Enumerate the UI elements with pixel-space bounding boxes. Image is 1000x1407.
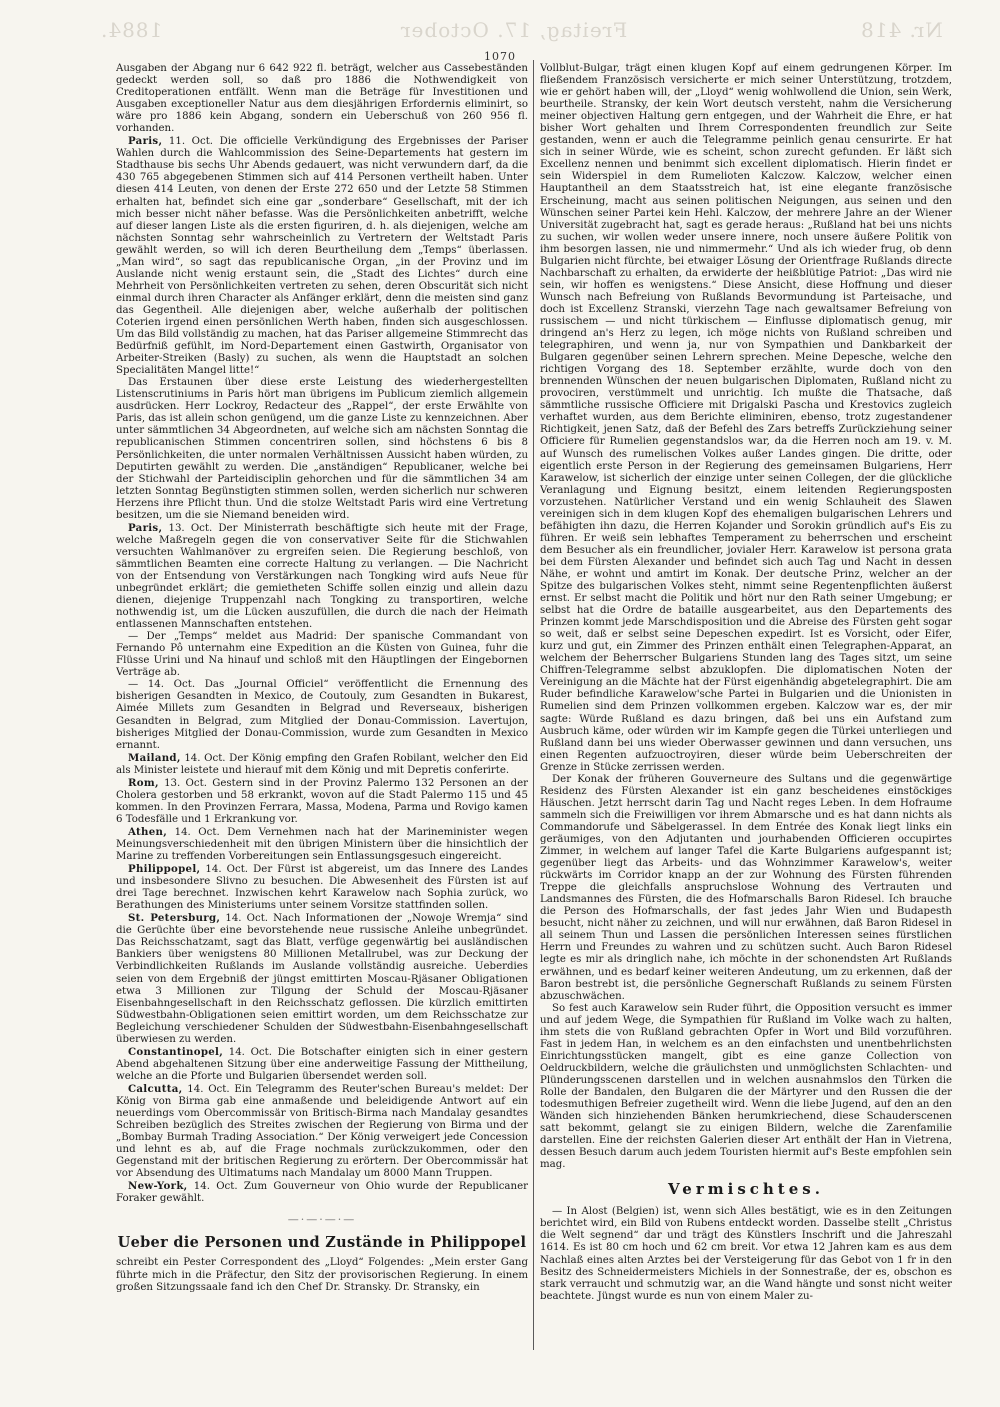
dateline-place: Constantinopel, xyxy=(128,1045,224,1058)
news-item xyxy=(116,912,528,1046)
news-text: Der König empfing den Grafen Robilant, welcher den Eid als Minister leistete und hierauf mit dem König und mit Depretis conferirte. xyxy=(116,752,528,776)
dateline-place: St. Petersburg, xyxy=(128,912,221,925)
dateline-date: 13. Oct. xyxy=(162,522,213,534)
article-headline: Ueber die Personen und Zustände in Philippopel xyxy=(117,1234,527,1252)
misc-paragraph: — In Alost (Belgien) ist, wenn sich Alles bestätigt, wie es in den Zeitungen berichtet wird, ein Bild von Rubens entdeckt worden. Dasselbe stellt „Christus die Welt segnend“ dar und trägt des Künstlers Inschrift und die Jahreszahl 1614. Es ist 80 cm hoch und 62 cm breit. Vor etwa 12 Jahren kam es aus dem Nachlaß eines alten Arztes bei der Versteigerung für das Gebot von 1 fr in den Besitz des Schneidermeisters Michiels in der Sonnestraße, der es, obschon es stark verraucht und schmutzig war, an die Wand hängte und sonst nicht weiter beachtete. Jüngst wurde es nun von einem Maler zu- xyxy=(540,1206,952,1302)
left-column xyxy=(116,63,528,1363)
news-item xyxy=(116,826,528,863)
news-item xyxy=(116,1180,528,1205)
news-text: Die officielle Verkündigung des Ergebnisses der Pariser Wahlen durch die Wahlcommission des Seine-Departements hat gestern im Stadthause bis sechs Uhr Abends gedauert, was nicht verwundern darf, da die 430 765 abgegebenen Stimmen sich auf 414 Personen vertheilt haben. Unter diesen 414 Leuten, von denen der Erste 272 650 und der Letzte 58 Stimmen erhalten hat, befindet sich eine gar „sonderbare“ Gesellschaft, mit der ich mich besser nicht näher befasse. Was die Persönlichkeiten anbetrifft, welche auf dieser langen Liste als die ersten figuriren, d. h. als diejenigen, welche am nächsten Sonntag sehr wahrscheinlich zu Vertretern der Weltstadt Paris gewählt werden, so will ich deren Beurtheilung dem „Temps“ überlassen. „Man wird“, so sagt das republicanische Organ, „in der Provinz und im Auslande nicht wenig erstaunt sein, die „Stadt des Lichtes“ durch eine Mehrheit von Persönlichkeiten vertreten zu sehen, deren Obscurität sich nicht einmal durch ihren Character als Anfänger erklärt, denn die meisten sind ganz das Gegentheil. Alle diejenigen aber, welche außerhalb der politischen Coterien irgend einen persönlichen Werth haben, finden sich ausgeschlossen. Um das Bild vollständig zu machen, hat das Pariser allgemeine Stimmrecht das Bedürfniß gefühlt, im Nord-Departement einen Gastwirth, Organisator von Arbeiter-Streiken (Basly) zu suchen, als wenn die Hauptstadt an solchen Specialitäten Mangel litte!“ xyxy=(116,136,528,377)
news-item xyxy=(116,679,528,751)
news-item xyxy=(116,1046,528,1083)
article-paragraph: schreibt ein Pester Correspondent des „Lloyd“ Folgendes: „Mein erster Gang führte mich in die Präfectur, den Sitz der provisorischen Regierung. In einem großen Sitzungssaale fand ich den Chef Dr. Stransky. Dr. Stransky, ein xyxy=(116,1257,528,1293)
news-item xyxy=(116,777,528,826)
separator-ornament: —·—·—·— xyxy=(287,1213,357,1227)
dateline-date: 14. Oct. xyxy=(167,826,220,838)
dateline-place: Paris, xyxy=(128,521,163,534)
dateline-date: 14. Oct. xyxy=(223,1046,272,1058)
news-text: — 14. Oct. Das „Journal Officiel“ veröffentlicht die Ernennung des bisherigen Gesandten in Mexico, de Coutouly, zum Gesandten in Bukarest, Aimée Millets zum Gesandten in Belgrad und Reverseaux, bisherigen Gesandten in Belgrad, zum Mitglied der Donau-Commission. Lavertujon, bisheriges Mitglied der Donau-Commission, wurde zum Gesandten in Mexico ernannt. xyxy=(116,679,528,751)
article-paragraph: Der Konak der früheren Gouverneure des Sultans und die gegenwärtige Residenz des Fürsten Alexander ist ein ganz bescheidenes einstöckiges Häuschen. Jetzt herrscht darin Tag und Nacht reges Leben. In dem Hofraume sammeln sich die Freiwilligen vor ihrem Abmarsche und es hat dann nichts als Commandorufe und Säbelgerassel. In dem Entrée des Konak liegt links ein geräumiges, von den Adjutanten und jourhabenden Officieren occupirtes Zimmer, in welchem auf langer Tafel die Karte Bulgariens aufgespannt ist; gegenüber liegt das Arbeits- und das Wohnzimmer Karawelow's, weiter rückwärts im Corridor knapp an der zur Wohnung des Fürsten führenden Treppe die gleichfalls anspruchslose Wohnung des Vertrauten und Landsmannes des Fürsten, die des Hofmarschalls Baron Ridesel. Ich brauche die Person des Hofmarschalls, der fast jedes Jahr Wien und Budapesth besucht, nicht näher zu zeichnen, und will nur erwähnen, daß Baron Ridesel in all seinem Thun und Lassen die persönlichen Interessen seines fürstlichen Herrn und Freundes zu wahren und zu schützen sucht. Auch Baron Ridesel legte es mir als dringlich nahe, ich möchte in der schonendsten Art Rußlands erwähnen, und es bedarf keiner weiteren Andeutung, um zu erkennen, daß der Baron bestrebt ist, die persönliche Gegnerschaft Rußlands zu seinem Fürsten abzuschwächen. xyxy=(540,773,952,1002)
news-text: — Der „Temps“ meldet aus Madrid: Der spanische Commandant von Fernando Pô unternahm eine Expedition an die Küsten von Guinea, fuhr die Flüsse Urini und Na hinauf und schloß mit den Häuptlingen der Eingebornen Verträge ab. xyxy=(116,631,528,679)
news-item xyxy=(116,631,528,679)
section-heading-vermischtes: Vermischtes. xyxy=(668,1180,824,1199)
dateline-date: 13. Oct. xyxy=(158,777,207,789)
dateline-place: Athen, xyxy=(128,825,168,838)
opening-paragraph: Ausgaben der Abgang nur 6 642 922 fl. beträgt, welcher aus Cassebeständen gedeckt werden soll, so daß pro 1886 die Nothwendigkeit von Creditoperationen entfällt. Wenn man die Beträge für Investitionen und Ausgaben exceptioneller Natur aus dem diesjährigen Erfordernis eliminirt, so wäre pro 1886 kein Abgang, sondern ein Ueberschuß von 260 956 fl. vorhanden. xyxy=(116,63,528,135)
dateline-date: 14. Oct. xyxy=(180,752,226,764)
news-items xyxy=(116,135,528,1205)
right-column xyxy=(540,63,952,1373)
dateline-date: 14. Oct. xyxy=(200,864,249,876)
news-text: Der Fürst ist abgereist, um das Innere des Landes und insbesondere Slivno zu besuchen. Die Abwesenheit des Fürsten ist auf drei Tage berechnet. Inzwischen kehrt Karawelow nach Sophia zurück, wo Berathungen des Ministeriums unter seinem Vorsitze stattfinden sollen. xyxy=(116,864,528,912)
article-paragraph: Vollblut-Bulgar, trägt einen klugen Kopf auf einem gedrungenen Körper. Im fließendem Französisch versicherte er mich seiner Unterstützung, trotzdem, wie er gehört haben will, der „Lloyd“ wenig wohlwollend die Union, sein Werk, beurtheile. Stransky, der kein Wort deutsch versteht, nahm die Versicherung meiner objectiven Haltung gern entgegen, und der Wahrheit die Ehre, er hat bisher Wort gehalten und Ihrem Correspondenten freundlich zur Seite gestanden, wenn er auch die Telegramme peinlich genau censurirte. Er hat sich in seiner Würde, wie es scheint, schon zurecht gefunden. Er läßt sich Excellenz nennen und benimmt sich excellent diplomatisch. Hierin findet er sein Widerspiel in dem Rumelioten Kalczow. Kalczow, welcher einen Hauptantheil an dem Staatsstreich hat, ist eine elegante französische Erscheinung, macht aus seinen politischen Neigungen, aus seinen und den Wünschen seiner Partei kein Hehl. Kalczow, der mehrere Jahre an der Wiener Universität zugebracht hat, sagt es gerade heraus: „Rußland hat bei uns nichts zu suchen, wir wollen weder unsere innere, noch unsere äußere Politik von ihm besorgen lassen, nie und nimmermehr.“ Und als ich wieder frug, ob denn Bulgarien nicht fürchte, bei etwaiger Lösung der Orientfrage Rußlands directe Nachbarschaft zu erhalten, da erwiderte der heißblütige Patriot: „Das wird nie sein, wir hoffen es wenigstens.“ Diese Ansicht, diese Hoffnung und dieser Wunsch nach Befreiung von Rußlands Bevormundung ist Parteisache, und doch ist Excellenz Stranski, vierzehn Tage nach gewaltsamer Befreiung von russischem — und nicht türkischem — Einflusse diplomatisch genug, mir dringend an's Herz zu legen, ich möge nichts von Rußland schreiben und telegraphiren, und wenn ja, nur von Sympathien und Dankbarkeit der Bulgaren gegenüber seinen Lehrern sprechen. Meine Depesche, welche den richtigen Vorgang des 18. September erzählte, wurde doch von den brennenden Wünschen der neuen bulgarischen Diplomaten, Rußland nicht zu provociren, verstümmelt und unrichtig. Ich mußte die Thatsache, daß sämmtliche russische Officiere mit Drigalski Pascha und Krestovics zugleich verhaftet wurden, aus dem Berichte eliminiren, ebenso, trotz zugestandener Richtigkeit, jenen Satz, daß der Befehl des Zars betreffs Zurückziehung seiner Officiere für Rumelien gegenstandslos war, da die Herren noch am 19. v. M. auf Wunsch des rumelischen Volkes außer Landes gingen. Die dritte, oder eigentlich erste Person in der Regierung des gemeinsamen Bulgariens, Herr Karawelow, ist sicherlich der einzige unter seinen Collegen, der die glückliche Veranlagung und Eignung besitzt, einem leitenden Regierungsposten vorzustehen. Natürlicher Verstand und ein wenig Schlauheit des Slawen vereinigen sich in dem klugen Kopf des ehemaligen bulgarischen Lehrers und befähigten ihn dazu, die Herren Kojander und Sorokin gründlich auf's Eis zu führen. Er weiß sein lebhaftes Temperament zu beherrschen und erscheint dem Besucher als ein freundlicher, jovialer Herr. Karawelow ist persona grata bei dem Fürsten Alexander und befindet sich auch Tag und Nacht in dessen Nähe, er wohnt und amtirt im Konak. Der deutsche Prinz, welcher an der Spitze des bulgarischen Volkes steht, nimmt seine Regentenpflichten äußerst ernst. Er selbst macht die Politik und hört nur den Rath seiner Umgebung; er selbst hat die Ordre de bataille ausgearbeitet, aus den Departements des Prinzen kommt jede Marschdisposition und die Abreise des Fürsten geht sogar so weit, daß er selbst seine Depeschen expedirt. Ist es Vorsicht, oder Eifer, kurz und gut, ein Zimmer des Prinzen enthält einen Telegraphen-Apparat, an welchem der Beherrscher Bulgariens Stunden lang des Tages sitzt, um seine Chiffren-Telegramme selbst abzuklopfen. Die diplomatischen Noten der Vereinigung an die Mächte hat der Fürst eigenhändig abgetelegraphirt. Die am Ruder befindliche Karawelow'sche Partei in Bulgarien und die Unionisten in Rumelien sind dem Prinzen vollkommen ergeben. Kalczow war es, der mir sagte: Würde Rußland es dazu bringen, daß bei uns ein Aufstand zum Ausbruch käme, oder würden wir im Kampfe gegen die Türkei unterliegen und Rußland dann bei uns wieder Oberwasser gewinnen und dann versuchen, uns einen Regenten aufzuoctroyiren, dieser würde beim Ueberschreiten der Grenze in Stücke zerrissen werden. xyxy=(540,63,952,773)
dateline-place: Paris, xyxy=(128,135,163,148)
dateline-place: New-York, xyxy=(128,1180,188,1193)
news-text: Gestern sind in der Provinz Palermo 132 Personen an der Cholera gestorben und 58 erkrankt, wovon auf die Stadt Palermo 115 und 45 kommen. In den Provinzen Ferrara, Massa, Modena, Parma und Rovigo kamen 6 Todesfälle und 1 Erkrankung vor. xyxy=(116,777,528,825)
page-number: 1070 xyxy=(484,50,516,63)
column-rule xyxy=(533,60,534,1350)
dateline-place: Philippopel, xyxy=(128,863,201,876)
news-text: Dem Vernehmen nach hat der Marineminister wegen Meinungsverschiedenheit mit den übrigen Ministern über die hinsichtlich der Marine zu treffenden Vorbereitungen sein Entlassungsgesuch eingereicht. xyxy=(116,826,528,863)
news-text: Der Ministerrath beschäftigte sich heute mit der Frage, welche Maßregeln gegen die von conservativer Seite für die Stichwahlen versuchten Wahlmanöver zu ergreifen seien. Die Regierung beschloß, von sämmtlichen Beamten eine correcte Haltung zu verlangen. — Die Nachricht von der Entsendung von Verstärkungen nach Tongking wird aufs Neue für unbegründet erklärt; die gemietheten Schiffe sollen einzig und allein dazu dienen, diejenige Truppenzahl nach Tongking zu transportiren, welche nothwendig ist, um die Lücken auszufüllen, die durch die nach der Heimath entlassenen Mannschaften entstehen. xyxy=(116,522,528,631)
dateline-date: 11. Oct. xyxy=(162,136,214,148)
dateline-date: 14. Oct. xyxy=(182,1083,230,1095)
news-item xyxy=(116,1083,528,1180)
news-item xyxy=(116,752,528,777)
dateline-date: 14. Oct. xyxy=(220,913,269,925)
news-text: Ein Telegramm des Reuter'schen Bureau's meldet: Der König von Birma gab eine anmaßende und beleidigende Antwort auf ein neuerdings vom Obercommissär von Britisch-Birma nach Mandalay gesandtes Schreiben bezüglich des Streites zwischen der Regierung von Birma und der „Bombay Burmah Trading Association.“ Der König verweigert jede Concession und lehnt es ab, auf die Frage nochmals zurückzukommen, oder den Gegenstand mit der britischen Regierung zu erörtern. Der Obercommissär hat vor Absendung des Ultimatums nach Mandalay um 8000 Mann Truppen. xyxy=(116,1083,528,1180)
news-text: Zum Gouverneur von Ohio wurde der Republicaner Foraker gewählt. xyxy=(116,1181,528,1205)
article-paragraph: So fest auch Karawelow sein Ruder führt, die Opposition versucht es immer und auf jedem Wege, die Sympathien für Rußland im Volke wach zu halten, ihm stets die von Rußland gebrachten Opfer in Wort und Bild vorzuführen. Fast in jedem Han, in welchem es an den einfachsten und unentbehrlichsten Einrichtungsstücken mangelt, gibt es eine ganze Collection von Oeldruckbildern, welche die gräulichsten und unmöglichsten Schlachten- und Plünderungsscenen darstellen und in welchen ausnahmslos den Türken die Rolle der Bandalen, den Bulgaren die der Märtyrer und den Russen die der todesmuthigen Befreier zugetheilt wird. Wenn die liebe Jugend, auf den an den Wänden sich hinziehenden Bänken herumkriechend, diese Schauderscenen satt bekommt, gelangt sie zu einigen Bildern, welche die Zarenfamilie darstellen. Eine der reichsten Galerien dieser Art enthält der Han in Vietrena, dessen Besuch darum auch jedem Touristen hiermit auf's Beste empfohlen sein mag. xyxy=(540,1002,952,1171)
dateline-place: Mailand, xyxy=(128,751,181,764)
news-item xyxy=(116,522,528,631)
dateline-date: 14. Oct. xyxy=(187,1181,238,1193)
news-item xyxy=(116,377,528,522)
dateline-place: Calcutta, xyxy=(128,1082,183,1095)
news-item xyxy=(116,135,528,377)
news-text: Nach Informationen der „Nowoje Wremja“ sind die Gerüchte über eine bevorstehende neue russische Anleihe unbegründet. Das Reichsschatzamt, sagt das Blatt, verfüge gegenwärtig bei ausländischen Bankiers über wenigstens 80 Millionen Metallrubel, was zur Deckung der Verbindlichkeiten Rußlands im Auslande vollständig ausreiche. Ueberdies seien von dem Ergebniß der jüngst emittirten Moscau-Rjäsaner Obligationen etwa 3 Millionen zur Tilgung der Schuld der Moscau-Rjäsaner Eisenbahngesellschaft in den Reichsschatz geflossen. Die kürzlich emittirten Südwestbahn-Obligationen seien emittirt worden, um dem Reichsschatze zur Begleichung verschiedener Schulden der Südwestbahn-Eisenbahngesellschaft überwiesen zu werden. xyxy=(116,913,528,1045)
dateline-place: Rom, xyxy=(128,776,159,789)
news-text: Die Botschafter einigten sich in einer gestern Abend abgehaltenen Sitzung über eine anderweitige Fassung der Mittheilung, welche an die Pforte und Bulgarien übersendet werden soll. xyxy=(116,1046,528,1082)
news-text: Das Erstaunen über diese erste Leistung des wiederhergestellten Listenscrutiniums in Paris hört man übrigens im Publicum ziemlich allgemein ausdrücken. Herr Lockroy, Redacteur des „Rappel“, der erste Erwählte von Paris, das ist allein schon genügend, um die ganze Liste zu kennzeichnen. Aber unter sämmtlichen 34 Abgeordneten, auf welche sich am nächsten Sonntag die republicanischen Stimmen concentriren sollen, sind höchstens 6 bis 8 Persönlichkeiten, die unter normalen Verhältnissen Aussicht haben würden, zu Deputirten gewählt zu werden. Die „anständigen“ Republicaner, welche bei der Stichwahl der Parteidisciplin gehorchen und für die sämmtlichen 34 am letzten Sonntag Begünstigten stimmen sollen, werden sicherlich nur schweren Herzens ihre Pflicht thun. Und die stolze Weltstadt Paris wird eine Vertretung besitzen, um die sie Niemand beneiden wird. xyxy=(116,377,528,521)
bleed-through-header: 1884. Freitag, 17. October Nr. 418 xyxy=(100,18,943,42)
news-item xyxy=(116,863,528,912)
